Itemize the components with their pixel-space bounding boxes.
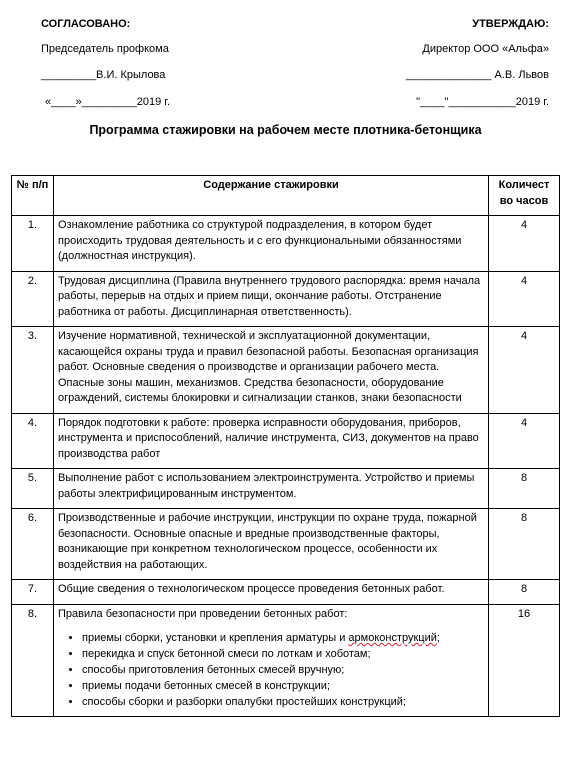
agreed-date: «____»_________2019 г. [45, 96, 171, 108]
col-header-num: № п/п [12, 176, 54, 216]
col-header-hours: Количест во часов [489, 176, 560, 216]
list-item: • перекидка и спуск бетонной смеси по лоткам и хоботам; [82, 646, 484, 662]
table-row [12, 604, 560, 717]
row-content: Изучение нормативной, технической и эксплуатационной документации, касающейся охраны труда и правил безопасной работы. Безопасная организация работ. Основные сведения о производстве и организации рабочего места. Опасные зоны машин, механизмов. Средства безопасности, оборудование ограждений, системы блокировки и сигнализации станков, знаки безопасности [54, 327, 489, 414]
row-content: Порядок подготовки к работе: проверка исправности оборудования, приборов, инструмента и приспособлений, наличие инструмента, СИЗ, документов на право производства работ [54, 413, 489, 469]
agreed-signature: _________В.И. Крылова [41, 69, 166, 81]
list-item-end: ; [436, 632, 440, 644]
row-hours: 4 [489, 216, 560, 272]
row-num: 4. [12, 413, 54, 469]
table-row [12, 327, 560, 414]
row-num: 6. [12, 509, 54, 580]
table-row [12, 580, 560, 605]
table-header-row [12, 176, 560, 216]
approve-signature: ______________ А.В. Львов [405, 69, 549, 81]
approve-date: "____"___________2019 г. [416, 96, 549, 108]
row-hours: 4 [489, 327, 560, 414]
row-content: Трудовая дисциплина (Правила внутреннего трудового распорядка: время начала работы, перерыв на отдых и прием пищи, окончание работы. Отстранение работника от работы. Дисциплинарная ответственность). [54, 271, 489, 327]
row-content: Выполнение работ с использованием электроинструмента. Устройство и приемы работы электрифицированным инструментом. [54, 469, 489, 509]
list-item-text: приемы сборки, установки и крепления арматуры и [82, 632, 346, 644]
row-hours: 16 [489, 604, 560, 717]
row-num: 1. [12, 216, 54, 272]
list-item: • способы сборки и разборки опалубки простейших конструкций; [82, 694, 484, 710]
misspelled-word: армоконструкций [348, 632, 437, 644]
row-num: 8. [12, 604, 54, 717]
bullet-list [58, 630, 484, 710]
list-item: • способы приготовления бетонных смесей вручную; [82, 662, 484, 678]
agreed-position: Председатель профкома [41, 43, 169, 55]
program-table [11, 175, 560, 717]
row-hours: 8 [489, 580, 560, 605]
col-header-content: Содержание стажировки [54, 176, 489, 216]
row-hours: 8 [489, 509, 560, 580]
row-hours: 8 [489, 469, 560, 509]
table-row [12, 413, 560, 469]
page-title: Программа стажировки на рабочем месте плотника-бетонщика [89, 123, 482, 137]
row-content [54, 604, 489, 717]
list-item: • приемы подачи бетонных смесей в конструкции; [82, 678, 484, 694]
table-row [12, 216, 560, 272]
list-item [82, 630, 484, 646]
row-num: 7. [12, 580, 54, 605]
row-num: 3. [12, 327, 54, 414]
row-num: 5. [12, 469, 54, 509]
table-row [12, 271, 560, 327]
row-num: 2. [12, 271, 54, 327]
row-content: Ознакомление работника со структурой подразделения, в котором будет происходить трудовая деятельность и с его функциональными обязанностями (должностная инструкция). [54, 216, 489, 272]
table-row [12, 509, 560, 580]
row-hours: 4 [489, 271, 560, 327]
row-content-intro: Правила безопасности при проведении бетонных работ: [58, 607, 348, 620]
approve-position: Директор ООО «Альфа» [422, 43, 549, 55]
table-row [12, 469, 560, 509]
approve-heading: УТВЕРЖДАЮ: [472, 18, 549, 30]
row-hours: 4 [489, 413, 560, 469]
row-content: Общие сведения о технологическом процессе проведения бетонных работ. [54, 580, 489, 605]
agreed-heading: СОГЛАСОВАНО: [41, 18, 131, 30]
row-content: Производственные и рабочие инструкции, инструкции по охране труда, пожарной безопасности. Основные опасные и вредные производственные факторы, возникающие при конкретном технологическом процессе, особенности их воздействия на работающих. [54, 509, 489, 580]
